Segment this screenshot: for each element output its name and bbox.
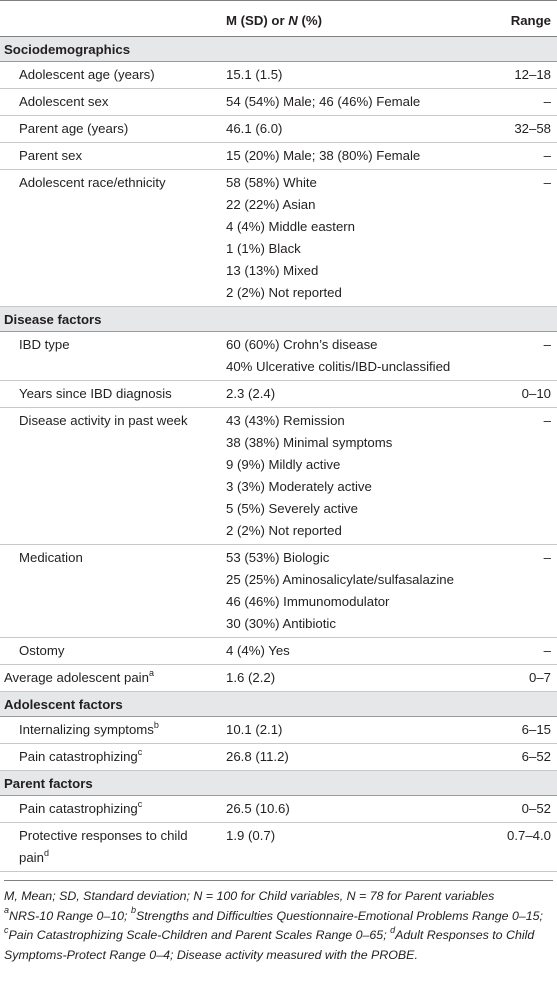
header-stat-col: [222, 1, 482, 37]
footnote-marker: d: [43, 847, 49, 858]
header-stat-n: N: [288, 13, 298, 28]
row-label-text: Pain catastrophizing: [19, 801, 138, 816]
row-value: 46.1 (6.0): [222, 116, 482, 143]
row-range: 0.7–4.0: [482, 823, 557, 872]
row-range: 12–18: [482, 62, 557, 89]
row-value: 26.5 (10.6): [222, 796, 482, 823]
row-label: [0, 717, 222, 744]
row-label-line: [19, 847, 222, 869]
table-row: [0, 143, 557, 170]
row-value: 10.1 (2.1): [222, 717, 482, 744]
header-row: [0, 1, 557, 37]
row-value: 1.6 (2.2): [222, 665, 482, 692]
row-range: –: [482, 332, 557, 381]
section-title: Sociodemographics: [0, 37, 557, 62]
table-row: [0, 717, 557, 744]
section-row: [0, 37, 557, 62]
footnote-marker: b: [130, 905, 136, 916]
table-row: [0, 545, 557, 638]
row-range: –: [482, 170, 557, 307]
row-value-line: 30 (30%) Antibiotic: [226, 616, 336, 631]
header-range-col: Range: [482, 1, 557, 37]
row-value-line: 4 (4%) Middle eastern: [226, 219, 356, 234]
footnote-marker: b: [153, 719, 159, 730]
row-value-line: 53 (53%) Biologic: [226, 550, 330, 565]
row-value-line: 43 (43%) Remission: [226, 413, 345, 428]
table-row: [0, 62, 557, 89]
row-value-line: 9 (9%) Mildly active: [226, 457, 341, 472]
row-value: 15 (20%) Male; 38 (80%) Female: [222, 143, 482, 170]
header-stat-post: (%): [297, 13, 322, 28]
table-row: [0, 116, 557, 143]
row-label: [0, 744, 222, 771]
row-range: 32–58: [482, 116, 557, 143]
header-stat-pre: M (SD) or: [226, 13, 289, 28]
row-value-line: 1 (1%) Black: [226, 241, 301, 256]
row-label: Parent sex: [0, 143, 222, 170]
row-range: –: [482, 143, 557, 170]
row-value: 26.8 (11.2): [222, 744, 482, 771]
table-row: [0, 638, 557, 665]
row-value-line: 46 (46%) Immunomodulator: [226, 594, 390, 609]
row-label-text: Pain catastrophizing: [19, 749, 138, 764]
footnote-marker: c: [137, 798, 143, 809]
row-label: IBD type: [0, 332, 222, 381]
table-row: [0, 744, 557, 771]
row-label-text: Average adolescent pain: [4, 670, 149, 685]
section-row: [0, 692, 557, 717]
row-label: Adolescent race/ethnicity: [0, 170, 222, 307]
row-value-line: 25 (25%) Aminosalicylate/sulfasalazine: [226, 572, 454, 587]
row-range: –: [482, 545, 557, 638]
table-row: [0, 170, 557, 307]
row-value-line: 38 (38%) Minimal symptoms: [226, 435, 393, 450]
footnote-marker: a: [148, 667, 154, 678]
row-value-line: 5 (5%) Severely active: [226, 501, 358, 516]
row-range: 0–52: [482, 796, 557, 823]
row-range: 6–15: [482, 717, 557, 744]
section-title: Parent factors: [0, 771, 557, 796]
row-value-line: 2 (2%) Not reported: [226, 523, 342, 538]
table-row: [0, 408, 557, 545]
row-value-line: 13 (13%) Mixed: [226, 263, 319, 278]
row-value: 15.1 (1.5): [222, 62, 482, 89]
header-label-col: [0, 1, 222, 37]
table-footnote: [4, 880, 553, 965]
row-value: 4 (4%) Yes: [222, 638, 482, 665]
row-range: 0–10: [482, 381, 557, 408]
row-value-line: 3 (3%) Moderately active: [226, 479, 372, 494]
row-label: [0, 796, 222, 823]
table-row: [0, 381, 557, 408]
table-row: [0, 665, 557, 692]
row-label: Medication: [0, 545, 222, 638]
section-row: [0, 771, 557, 796]
row-range: –: [482, 638, 557, 665]
row-range: –: [482, 408, 557, 545]
section-row: [0, 307, 557, 332]
footnote-definitions: [4, 907, 553, 966]
footnote-text: NRS-10 Range 0–10;: [9, 908, 131, 923]
footnote-abbreviations: M, Mean; SD, Standard deviation; N = 100 for Child variables, N = 78 for Parent variables: [4, 889, 495, 903]
table-row: [0, 823, 557, 872]
section-title: Disease factors: [0, 307, 557, 332]
row-label: Parent age (years): [0, 116, 222, 143]
row-range: 0–7: [482, 665, 557, 692]
row-value-line: 60 (60%) Crohn’s disease: [226, 337, 378, 352]
row-label: Years since IBD diagnosis: [0, 381, 222, 408]
footnote-marker: d: [390, 924, 396, 935]
row-label-text: Internalizing symptoms: [19, 722, 154, 737]
table-row: [0, 332, 557, 381]
table-row: [0, 89, 557, 116]
row-value-line: 40% Ulcerative colitis/IBD-unclassified: [226, 359, 451, 374]
row-value: 2.3 (2.4): [222, 381, 482, 408]
row-value-list: [222, 545, 482, 638]
row-range: 6–52: [482, 744, 557, 771]
row-label: Ostomy: [0, 638, 222, 665]
footnote-text: Strengths and Difficulties Questionnaire-Emotional Problems Range 0–15;: [135, 908, 543, 923]
row-value-list: [222, 332, 482, 381]
row-label: [0, 665, 222, 692]
row-label: [0, 823, 222, 872]
row-value-line: 22 (22%) Asian: [226, 197, 316, 212]
row-value: 54 (54%) Male; 46 (46%) Female: [222, 89, 482, 116]
row-label: Adolescent sex: [0, 89, 222, 116]
footnote-marker: c: [4, 924, 9, 935]
row-range: –: [482, 89, 557, 116]
footnote-text: Pain Catastrophizing Scale-Children and Parent Scales Range 0–65;: [8, 928, 391, 942]
row-value-line: 2 (2%) Not reported: [226, 285, 342, 300]
section-title: Adolescent factors: [0, 692, 557, 717]
row-value-list: [222, 408, 482, 545]
row-value-list: [222, 170, 482, 307]
footnote-marker: a: [4, 905, 10, 916]
footnote-marker: c: [137, 746, 143, 757]
row-label: Disease activity in past week: [0, 408, 222, 545]
row-value-line: 58 (58%) White: [226, 175, 317, 190]
row-label: Adolescent age (years): [0, 62, 222, 89]
table-row: [0, 796, 557, 823]
row-label-line: Protective responses to child: [19, 828, 188, 843]
row-value: 1.9 (0.7): [222, 823, 482, 872]
row-label-text: pain: [19, 850, 44, 865]
footnote-text: Adult Responses to Child Symptoms-Protect Range 0–4; Disease activity measured with the PROBE.: [4, 928, 535, 962]
